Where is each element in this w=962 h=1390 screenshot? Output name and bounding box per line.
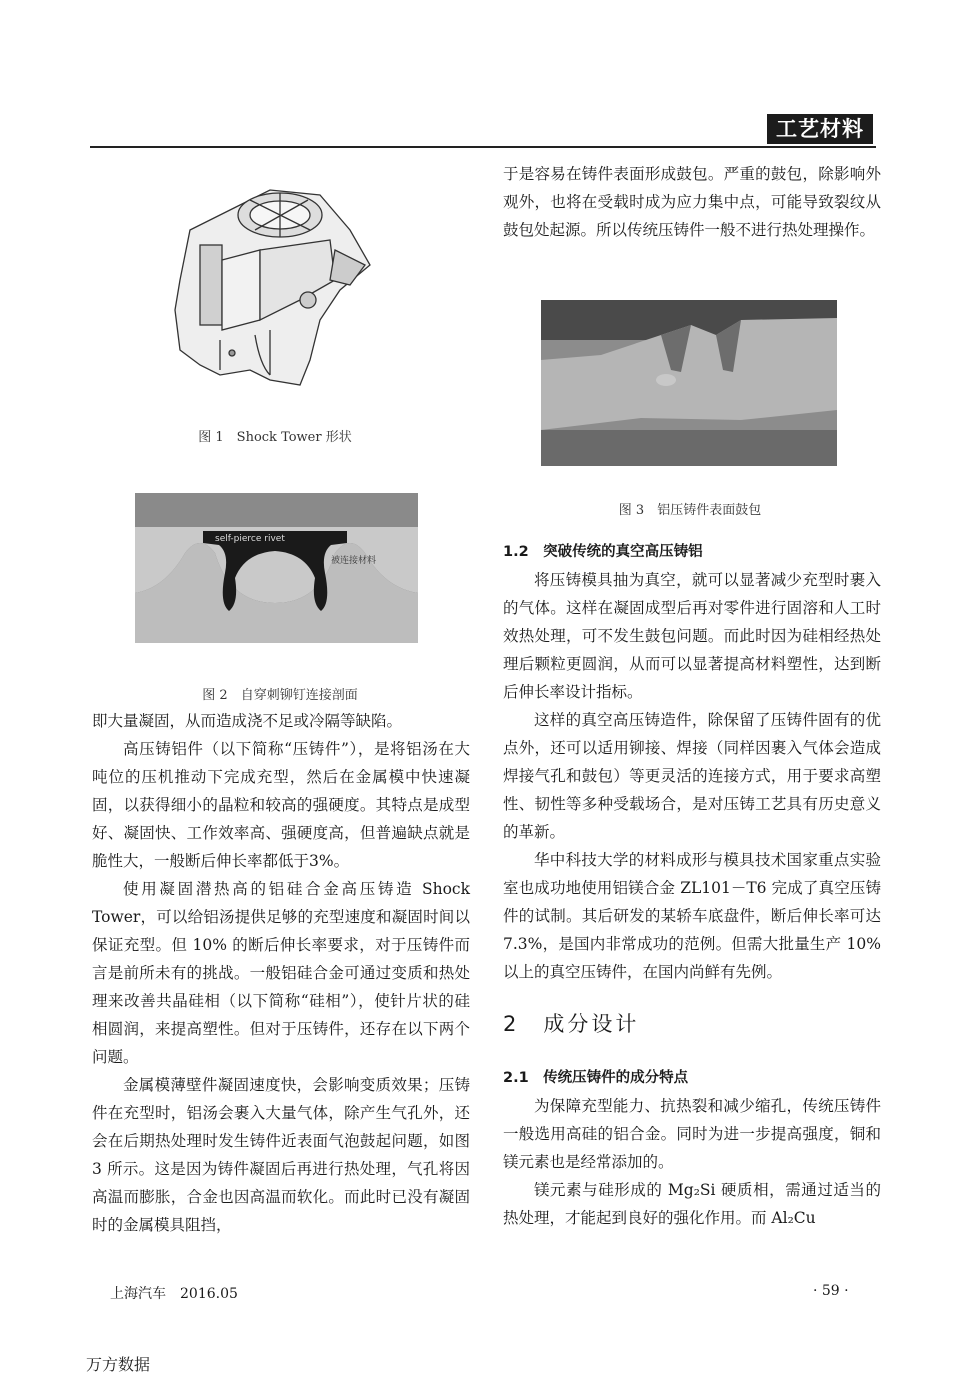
left-paragraph-2: 高压铸铝件（以下简称“压铸件”），是将铝汤在大吨位的压机推动下完成充型，然后在金属模中快速凝固，以获得细小的晶粒和较高的强硬度。其特点是成型好、凝固快、工作效率高、强硬度高，但普遍缺点就是脆性大，一般断后伸长率都低于3%。 — [92, 740, 470, 870]
right-paragraph-4: 为保障充型能力、抗热裂和减少缩孔，传统压铸件一般选用高硅的铝合金。同时为进一步提高强度，铜和镁元素也是经常添加的。 — [503, 1097, 881, 1171]
right-paragraph-3: 华中科技大学的材料成形与模具技术国家重点实验室也成功地使用铝镁合金 ZL101－T6 完成了真空压铸件的试制。其后研发的某轿车底盘件，断后伸长率可达 7.3%，是国内非常成功的范例。但需大批量生产 10% 以上的真空压铸件，在国内尚鲜有先例。 — [503, 851, 881, 981]
figure-2-rivet-section — [135, 493, 418, 643]
journal-footer: 上海汽车 2016.05 — [110, 1286, 238, 1302]
heading-1-2: 1.2 突破传统的真空高压铸铝 — [503, 544, 703, 560]
left-paragraph-4: 金属模薄壁件凝固速度快，会影响变质效果；压铸件在充型时，铝汤会裹入大量气体，除产生气孔外，还会在后期热处理时发生铸件近表面气泡鼓起问题，如图 3 所示。这是因为铸件凝固后再进行热处理，气孔将因高温而膨胀，合金也因高温而软化。而此时已没有凝固时的金属模具阻挡， — [92, 1076, 470, 1234]
left-paragraph-3: 使用凝固潜热高的铝硅合金高压铸造 Shock Tower，可以给铝汤提供足够的充型速度和凝固时间以保证充型。但 10% 的断后伸长率要求，对于压铸件而言是前所未有的挑战。一般铝硅合金可通过变质和热处理来改善共晶硅相（以下简称“硅相”），使针片状的硅相圆润，来提高塑性。但对于压铸件，还存在以下两个问题。 — [92, 880, 470, 1066]
right-paragraph-2: 这样的真空高压铸造件，除保留了压铸件固有的优点外，还可以适用铆接、焊接（同样因裹入气体会造成焊接气孔和鼓包）等更灵活的连接方式，用于要求高塑性、韧性等多种受载场合，是对压铸工艺具有历史意义的革新。 — [503, 711, 881, 841]
page-number: · 59 · — [813, 1283, 849, 1299]
heading-2-1: 2.1 传统压铸件的成分特点 — [503, 1070, 689, 1086]
right-paragraph-1: 将压铸模具抽为真空，就可以显著减少充型时裹入的气体。这样在凝固成型后再对零件进行固溶和人工时效热处理，可不发生鼓包问题。而此时因为硅相经热处理后颗粒更圆润，从而可以显著提高材料塑性，达到断后伸长率设计指标。 — [503, 571, 881, 701]
figure-2-caption: 图 2 自穿刺铆钉连接剖面 — [202, 688, 358, 703]
left-column-text — [92, 707, 470, 1239]
section-tag: 工艺材料 — [767, 114, 873, 144]
right-column-lower-text — [503, 538, 881, 1232]
shock-tower-drawing — [160, 170, 380, 395]
figure-1-shock-tower — [160, 170, 380, 395]
watermark: 万方数据 — [86, 1355, 151, 1374]
figure-3-caption: 图 3 铝压铸件表面鼓包 — [618, 503, 762, 518]
right-column-top-text — [503, 160, 881, 244]
right-paragraph-0: 于是容易在铸件表面形成鼓包。严重的鼓包，除影响外观外，也将在受载时成为应力集中点，可能导致裂纹从鼓包处起源。所以传统压铸件一般不进行热处理操作。 — [503, 165, 881, 239]
blister-photo — [541, 300, 837, 466]
right-paragraph-5: 镁元素与硅形成的 Mg₂Si 硬质相，需通过适当的热处理，才能起到良好的强化作用。而 Al₂Cu — [503, 1181, 881, 1227]
rivet-label: self-pierce rivet — [215, 534, 285, 544]
header-rule — [90, 146, 876, 148]
material-label: 被连接材料 — [331, 556, 377, 566]
figure-1-caption: 图 1 Shock Tower 形状 — [198, 430, 352, 445]
heading-2: 2 成分设计 — [503, 1012, 640, 1036]
figure-3-blister-photo — [541, 300, 837, 466]
left-paragraph-1: 即大量凝固，从而造成浇不足或冷隔等缺陷。 — [92, 712, 403, 730]
rivet-section-photo — [135, 493, 418, 643]
